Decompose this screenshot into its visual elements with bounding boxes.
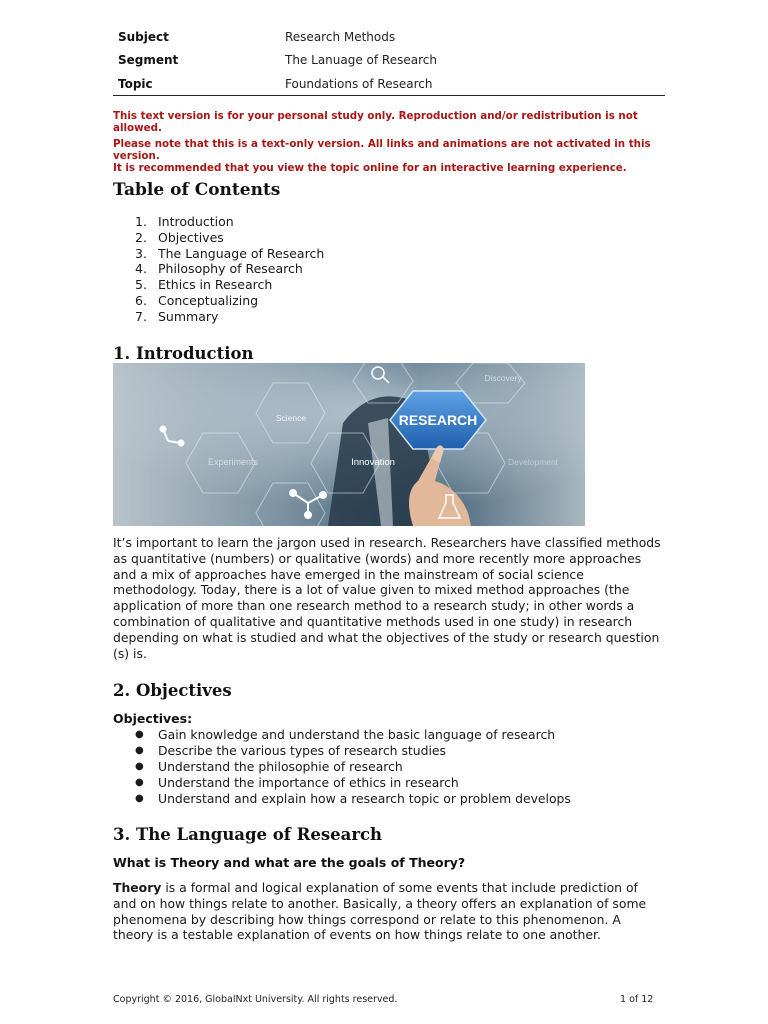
toc-item[interactable]: [135, 277, 324, 293]
text-only-notice-line-2: It is recommended that you view the topic online for an interactive learning experience.: [113, 162, 627, 174]
meta-value: Research Methods: [285, 29, 396, 44]
meta-row-subject: [113, 25, 665, 49]
toc-item-label: Ethics in Research: [158, 277, 273, 293]
hero-label-science: Science: [275, 413, 307, 423]
introduction-heading: 1. Introduction: [113, 344, 254, 363]
toc-item-label: Philosophy of Research: [158, 261, 303, 277]
text-only-notice: [113, 138, 673, 174]
objective-text: Describe the various types of research studies: [158, 742, 447, 758]
toc-item-number: 6.: [135, 292, 147, 308]
objective-text: Understand the importance of ethics in research: [158, 774, 459, 790]
meta-key: Segment: [118, 53, 179, 68]
toc-item-label: The Language of Research: [158, 245, 325, 261]
bullet-icon: ●: [135, 792, 144, 804]
toc-item[interactable]: [135, 214, 324, 230]
toc-title: Table of Contents: [113, 180, 281, 200]
toc-item[interactable]: [135, 246, 324, 262]
theory-definition: [113, 880, 661, 943]
objectives-label: Objectives:: [113, 711, 193, 726]
toc-item-number: 1.: [135, 214, 147, 229]
bullet-icon: ●: [135, 760, 144, 772]
hero-label-development: Development: [507, 457, 559, 467]
toc-item-number: 4.: [135, 261, 147, 277]
page-number: 1 of 12: [620, 994, 654, 1005]
meta-value: The Lanuage of Research: [285, 53, 437, 68]
meta-row-topic: [113, 72, 665, 96]
objective-text: Understand and explain how a research topic or problem develops: [158, 790, 571, 806]
toc-item-number: 7.: [135, 308, 147, 324]
bullet-icon: ●: [135, 729, 144, 740]
research-hero-image: [113, 363, 585, 526]
objective-text: Understand the philosophie of research: [158, 758, 403, 774]
toc-item-number: 5.: [135, 277, 147, 293]
toc-item[interactable]: [135, 261, 324, 277]
list-item: [135, 743, 571, 759]
toc-item[interactable]: [135, 293, 324, 309]
personal-use-notice: This text version is for your personal study only. Reproduction and/or redistribution is not allowed.: [113, 110, 638, 134]
toc-item-number: 2.: [135, 229, 147, 245]
toc-item-label: Conceptualizing: [158, 292, 259, 308]
document-meta-table: [113, 25, 665, 96]
list-item: [135, 759, 571, 775]
theory-question: What is Theory and what are the goals of Theory?: [113, 855, 466, 870]
meta-row-segment: [113, 49, 665, 73]
objective-text: Gain knowledge and understand the basic language of research: [158, 727, 556, 742]
toc-item-label: Summary: [158, 308, 219, 324]
hero-label-experiments: Experiments: [207, 457, 259, 467]
meta-key: Topic: [113, 72, 280, 96]
language-of-research-heading: 3. The Language of Research: [113, 825, 383, 844]
hero-main-label: RESEARCH: [398, 412, 478, 428]
list-item: [135, 727, 571, 743]
objectives-heading: 2. Objectives: [113, 681, 232, 700]
list-item: [135, 791, 571, 807]
toc-item-number: 3.: [135, 245, 147, 261]
toc-item[interactable]: [135, 309, 324, 325]
toc-item[interactable]: [135, 230, 324, 246]
meta-key: Subject: [118, 29, 169, 44]
bullet-icon: ●: [135, 744, 144, 756]
hero-label-discovery: Discovery: [484, 373, 522, 383]
toc-item-label: Objectives: [158, 229, 224, 245]
theory-term: Theory: [113, 880, 162, 895]
toc-item-label: Introduction: [158, 214, 234, 229]
meta-value: Foundations of Research: [280, 72, 665, 96]
theory-definition-text: is a formal and logical explanation of some events that include prediction of and on how things relate to another. Basically, a theory offers an explanation of some phenomena by describing how things correspond or relate to this phenomenon. A theory is a testable explanation of events on how things relate to one another.: [113, 880, 647, 943]
text-only-notice-line-1: Please note that this is a text-only version. All links and animations are not activated in this version.: [113, 138, 651, 162]
hero-label-innovation: Innovation: [351, 457, 395, 468]
list-item: [135, 775, 571, 791]
copyright-notice: Copyright © 2016, GlobalNxt University. All rights reserved.: [113, 994, 398, 1005]
table-of-contents: [135, 214, 324, 325]
introduction-body: It’s important to learn the jargon used in research. Researchers have classified methods as quantitative (numbers) or qualitative (words) and more recently more approaches and a mix of approaches have emerged in the mainstream of social science methodology. Today, there is a lot of value given to mixed method approaches (the application of more than one research method to a research study; in other words a combination of qualitative and quantitative methods used in one study) in research depending on what is studied and what the objectives of the study or research question (s) is.: [113, 535, 661, 661]
objectives-list: [135, 727, 571, 807]
bullet-icon: ●: [135, 776, 144, 788]
